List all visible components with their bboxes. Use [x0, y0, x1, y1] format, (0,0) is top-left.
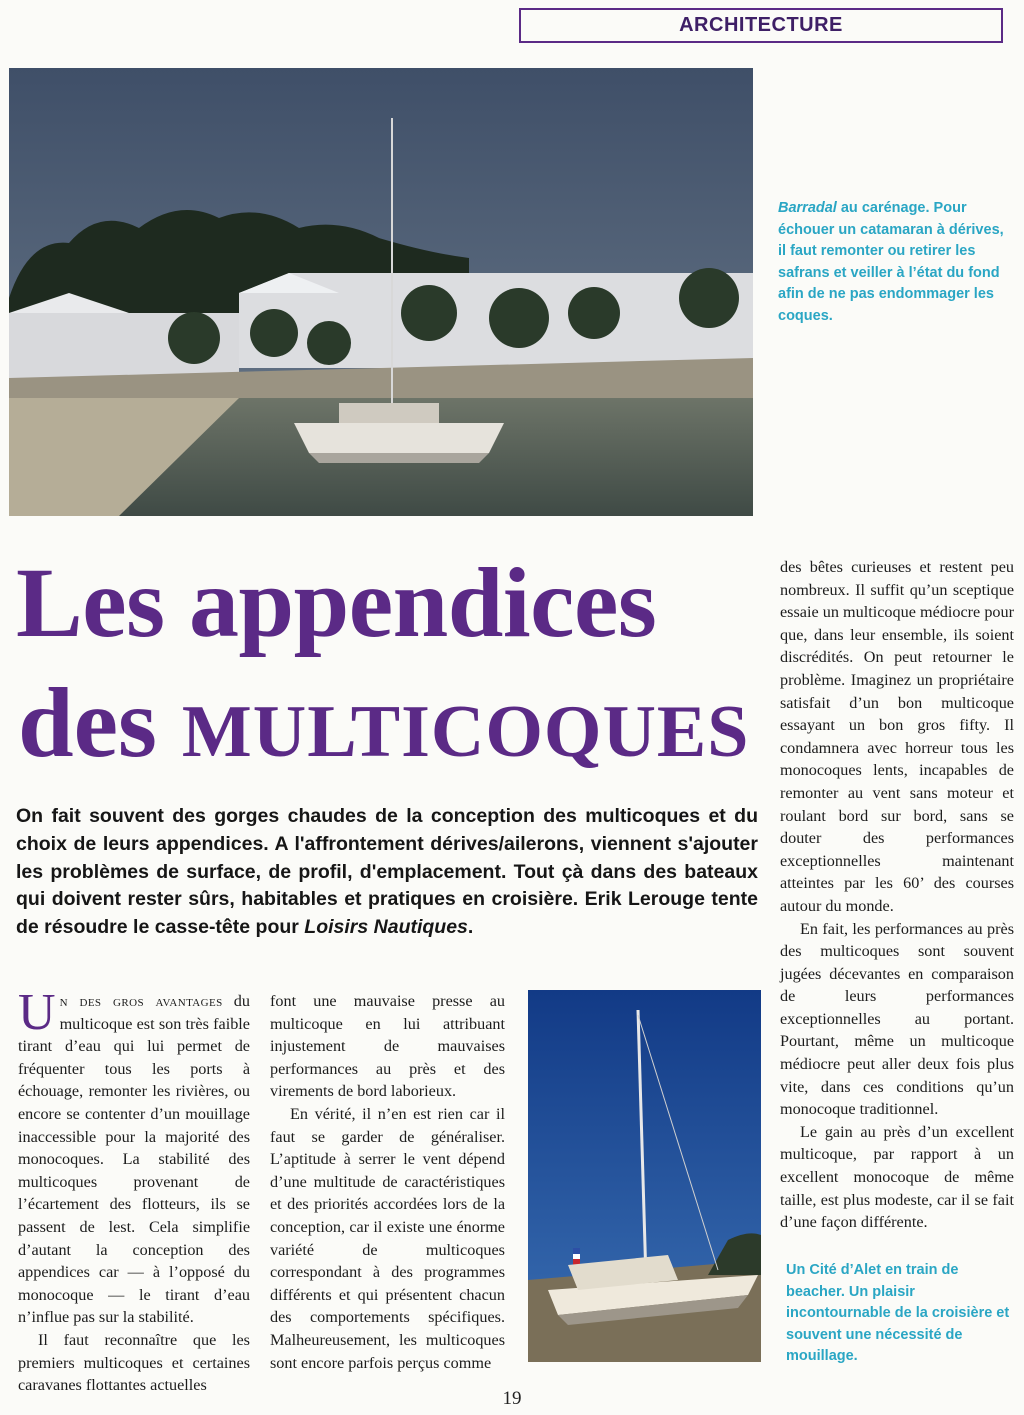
lead-paragraph: [16, 803, 758, 942]
body-paragraph: Il faut reconnaître que les premiers multicoques et certaines caravanes flottantes actuelles: [18, 1330, 250, 1395]
lead-text: On fait souvent des gorges chaudes de la conception des multicoques et du choix de leurs appendices. A l'affrontement dérives/ailerons, viennent s'ajouter les problèmes de surface, de profil, d'emplacement. Tout çà dans des bateaux qui doivent rester sûrs, habitables et pratiques en croisière. Erik Lerouge tente de résoudre le casse-tête pour: [16, 805, 758, 939]
top-photo: [9, 68, 753, 516]
body-text: du multicoque est son très faible tirant d’eau qui lui permet de fréquenter tous les ports à échouage, remonter les rivières, ou encore se contenter d’un mouillage inaccessible pour la majorité des monocoques. La stabilité des multicoques provenant de l’écartement des flotteurs, ils se passent de lest. Cela simplifie d’autant la conception des appendices car — à l’opposé du monocoque — le tirant d’eau n’influe pas sur la stabilité.: [18, 992, 250, 1327]
caption-top: [778, 198, 1008, 327]
body-paragraph: Le gain au près d’un excellent multicoque, par rapport à un excellent monocoque de même taille, est plus modeste, car il se fait d’une façon différente.: [780, 1122, 1014, 1232]
caption-bottom: Un Cité d’Alet en train de beacher. Un plaisir incontournable de la croisière et souvent une nécessité de mouillage.: [786, 1262, 1010, 1364]
body-column-1: [18, 984, 250, 1397]
article-title-line1: Les appendices: [16, 547, 657, 658]
section-label: ARCHITECTURE: [519, 8, 1003, 43]
body-paragraph: [18, 984, 250, 1329]
article-title-line2: [18, 668, 749, 787]
body-paragraph: En fait, les performances au près des multicoques sont souvent jugées décevantes en comparaison de leurs performances exceptionnelles au portant. Pourtant, même un multicoque médiocre peut aller deux fois plus vite, dans ces conditions qu’un monocoque traditionnel.: [780, 919, 1014, 1119]
caption-top-text: au carénage. Pour échouer un catamaran à dérives, il faut remonter ou retirer les safrans et veiller à l’état du fond afin de ne pas endommager les coques.: [778, 200, 1004, 324]
body-paragraph: des bêtes curieuses et restent peu nombreux. Il suffit qu’un sceptique essaie un multicoque médiocre pour que, dans leur ensemble, ils soient discrédités. On peut retourner le problème. Imaginez un propriétaire satisfait d’un bon multicoque essayant un bon gros fifty. Il condamnera avec horreur tous les monocoques lents, incapables de remonter au vent sans moteur et roulant bord sur bord, sans se douter des performances exceptionnelles maintenant atteintes par les 60’ des courses autour du monde.: [780, 558, 1014, 915]
body-paragraph: En vérité, il n’en est rien car il faut se garder de généraliser. L’aptitude à serrer le vent dépend d’une multitude de caractéristiques et des priorités accordées lors de la conception, car il existe une énorme variété de multicoques correspondant à des programmes différents et qui présentent chacun des comportements spécifiques. Malheureusement, les multicoques sont encore parfois perçus comme: [270, 1104, 505, 1372]
page-number: 19: [502, 1388, 522, 1409]
lead-end: .: [467, 916, 474, 939]
body-column-3: [780, 556, 1014, 1234]
body-column-2: [270, 990, 505, 1374]
bottom-photo: [528, 990, 761, 1362]
caption-boat-name: Barradal: [778, 200, 837, 216]
title-prefix: des: [18, 667, 182, 778]
opening-caps: n des gros avantages: [59, 992, 223, 1010]
lead-magazine: Loisirs Nautiques: [304, 916, 468, 939]
title-caps: MULTICOQUES: [181, 691, 750, 773]
body-paragraph: font une mauvaise presse au multicoque en lui attribuant injustement de mauvaises performances au près et des virements de bord laborieux.: [270, 992, 505, 1101]
dropcap: U: [18, 984, 56, 1041]
